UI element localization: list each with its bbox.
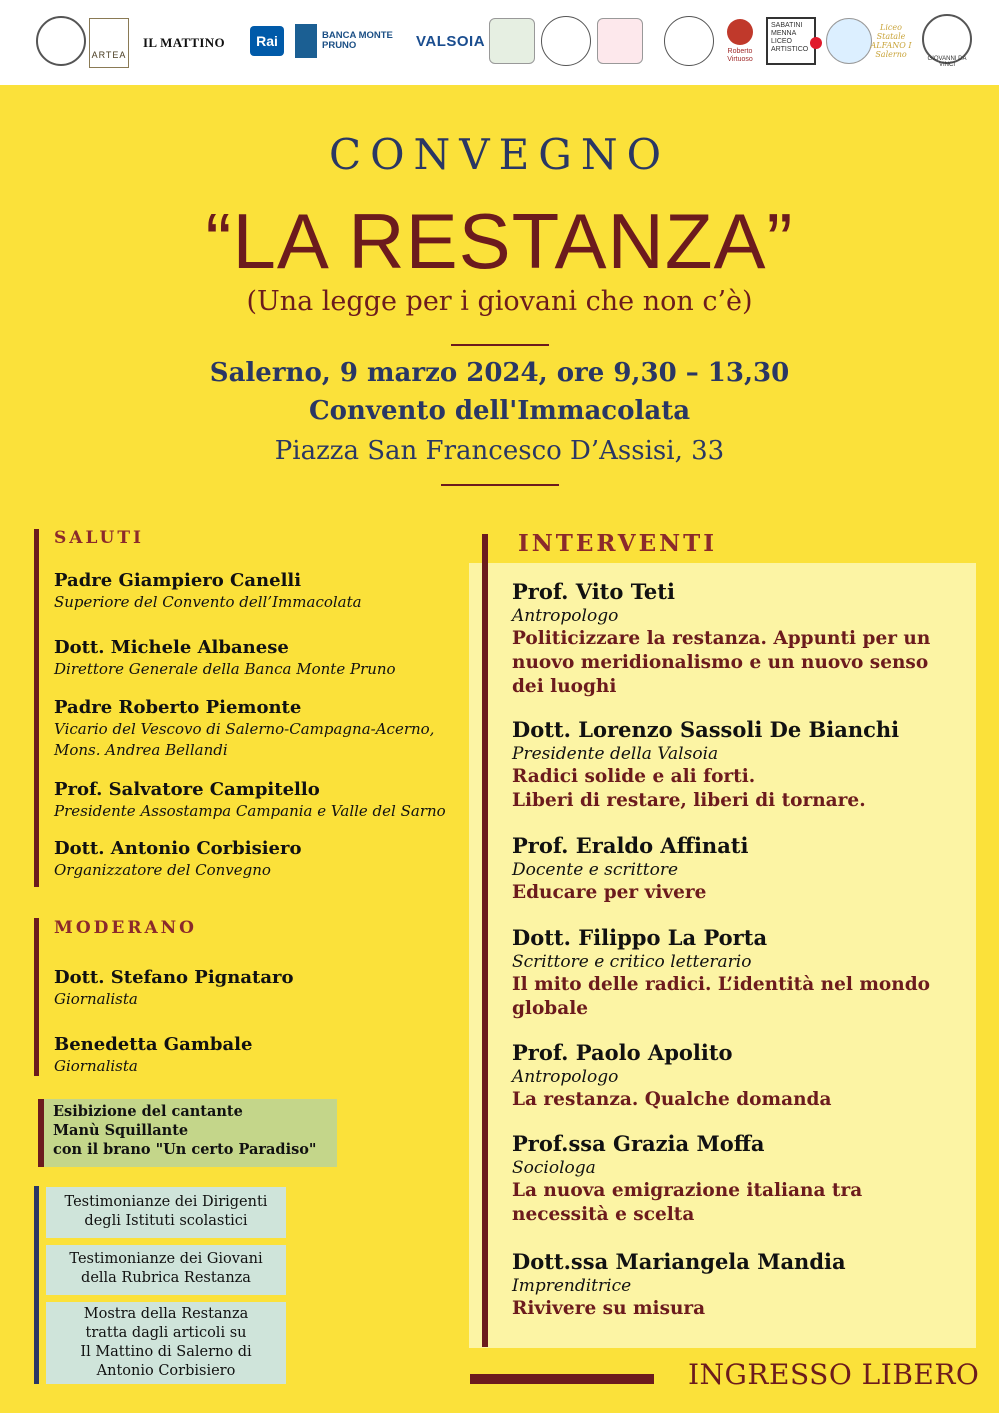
saluti-person: Dott. Antonio Corbisiero Organizzatore del Convegno bbox=[54, 838, 302, 879]
testimonianze-dirigenti-box: Testimonianze dei Dirigenti degli Istituti scolastici bbox=[46, 1187, 286, 1238]
performance-box: Esibizione del cantante Manù Squillante con il brano "Un certo Paradiso" bbox=[38, 1099, 337, 1167]
speaker-entry: Prof. Vito Teti Antropologo Politicizzare la restanza. Appunti per un nuovo meridionalismo e un nuovo senso dei luoghi bbox=[512, 579, 931, 697]
da-vinci-school-logo: GIOVANNI DA VINCI bbox=[922, 14, 972, 64]
school-seal-logo bbox=[664, 16, 714, 66]
divider-bottom bbox=[441, 484, 559, 486]
valsoia-logo: VALSOIA bbox=[416, 32, 486, 50]
speaker-entry: Dott. Lorenzo Sassoli De Bianchi Presidente della Valsoia Radici solide e ali forti. Liberi di restare, liberi di tornare. bbox=[512, 717, 900, 811]
saluti-person: Dott. Michele Albanese Direttore Generale della Banca Monte Pruno bbox=[54, 637, 396, 678]
speaker-entry: Dott.ssa Mariangela Mandia Imprenditrice Rivivere su misura bbox=[512, 1249, 846, 1319]
sponsor-logo-strip bbox=[0, 0, 999, 85]
event-address: Piazza San Francesco D’Assisi, 33 bbox=[274, 436, 725, 466]
ingresso-accent-bar bbox=[470, 1374, 654, 1384]
saluti-person: Padre Giampiero Canelli Superiore del Convento dell’Immacolata bbox=[54, 570, 362, 611]
moderano-accent-bar bbox=[34, 918, 39, 1076]
saluti-accent-bar bbox=[34, 529, 39, 887]
association-seal-logo bbox=[36, 16, 86, 66]
mostra-restanza-box: Mostra della Restanza tratta dagli articoli su Il Mattino di Salerno di Antonio Corbisiero bbox=[46, 1302, 286, 1384]
testimonianze-giovani-box: Testimonianze dei Giovani della Rubrica Restanza bbox=[46, 1245, 286, 1295]
event-venue: Convento dell'Immacolata bbox=[308, 396, 691, 426]
bishop-coat-of-arms-logo bbox=[489, 18, 535, 64]
event-type-heading: CONVEGNO bbox=[328, 130, 671, 179]
roberto-virtuoso-logo: Roberto Virtuoso bbox=[716, 14, 764, 68]
moderator: Benedetta Gambale Giornalista bbox=[54, 1034, 253, 1075]
testimonianze-accent-bar bbox=[34, 1186, 39, 1384]
il-mattino-logo: IL MATTINO bbox=[143, 35, 225, 50]
liceo-alfano-logo: Liceo Statale ALFANO I Salerno bbox=[870, 22, 912, 60]
saluti-person: Padre Roberto Piemonte Vicario del Vescovo di Salerno-Campagna-Acerno, Mons. Andrea Bellandi bbox=[54, 697, 435, 759]
sabatini-menna-liceo-logo: SABATINI MENNA LICEO ARTISTICO bbox=[766, 17, 816, 65]
free-entry-label: INGRESSO LIBERO bbox=[688, 1358, 980, 1391]
moderator: Dott. Stefano Pignataro Giornalista bbox=[54, 967, 294, 1008]
interventi-accent-bar bbox=[482, 534, 488, 1347]
saluti-person: Prof. Salvatore Campitello Presidente Assostampa Campania e Valle del Sarno bbox=[54, 779, 446, 820]
rai-logo: Rai bbox=[250, 26, 284, 56]
performance-box-accent bbox=[38, 1099, 44, 1167]
event-date-time: Salerno, 9 marzo 2024, ore 9,30 – 13,30 bbox=[209, 358, 790, 388]
artea-logo: ARTEA bbox=[89, 18, 129, 68]
event-title: “LA RESTANZA” bbox=[205, 197, 794, 285]
circular-seal-logo bbox=[541, 16, 591, 66]
divider-top bbox=[451, 344, 549, 346]
event-subtitle: (Una legge per i giovani che non c’è) bbox=[246, 286, 753, 317]
speaker-entry: Prof. Eraldo Affinati Docente e scrittore Educare per vivere bbox=[512, 833, 749, 903]
speaker-entry: Dott. Filippo La Porta Scrittore e critico letterario Il mito delle radici. L’identità nel mondo globale bbox=[512, 925, 930, 1019]
speaker-entry: Prof.ssa Grazia Moffa Sociologa La nuova emigrazione italiana tra necessità e scelta bbox=[512, 1131, 863, 1225]
moderano-heading: MODERANO bbox=[54, 918, 197, 938]
banca-monte-pruno-logo: BANCA MONTE PRUNO bbox=[295, 14, 418, 68]
colorful-emblem-logo bbox=[597, 18, 643, 64]
interventi-heading: INTERVENTI bbox=[518, 530, 717, 557]
saluti-heading: SALUTI bbox=[54, 528, 144, 548]
speaker-entry: Prof. Paolo Apolito Antropologo La restanza. Qualche domanda bbox=[512, 1040, 832, 1110]
